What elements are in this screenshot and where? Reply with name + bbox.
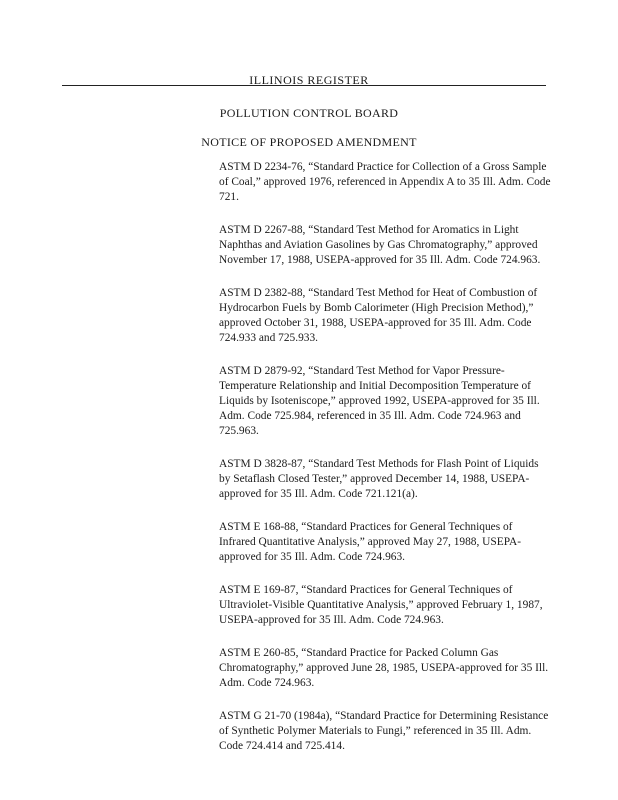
header-rule [62, 85, 546, 86]
reference-item: ASTM D 3828-87, “Standard Test Methods for Flash Point of Liquids by Setaflash Closed Tester,” approved December 14, 1988, USEPA-approved for 35 Ill. Adm. Code 721.121(a). [219, 458, 539, 500]
reference-item: ASTM E 169-87, “Standard Practices for General Techniques of Ultraviolet-Visible Quantitative Analysis,” approved February 1, 1987, USEPA-approved for 35 Ill. Adm. Code 724.963. [219, 584, 543, 626]
reference-item: ASTM G 21-70 (1984a), “Standard Practice for Determining Resistance of Synthetic Polymer Materials to Fungi,” referenced in 35 Ill. Adm. Code 724.414 and 725.414. [219, 710, 549, 752]
reference-item: ASTM D 2234-76, “Standard Practice for Collection of a Gross Sample of Coal,” approved 1976, referenced in Appendix A to 35 Ill. Adm. Code 721. [219, 161, 551, 203]
notice-title: NOTICE OF PROPOSED AMENDMENT [201, 135, 417, 149]
register-title: ILLINOIS REGISTER [249, 73, 369, 87]
agency-name: POLLUTION CONTROL BOARD [219, 106, 399, 120]
reference-item: ASTM D 2267-88, “Standard Test Method for Aromatics in Light Naphthas and Aviation Gasolines by Gas Chromatography,” approved November 17, 1988, USEPA-approved for 35 Ill. Adm. Code 724.963. [219, 224, 541, 266]
reference-list [219, 160, 551, 772]
reference-item: ASTM D 2879-92, “Standard Test Method for Vapor Pressure-Temperature Relationship and Initial Decomposition Temperature of Liquids by Isoteniscope,” approved 1992, USEPA-approved for 35 Ill. Adm. Code 725.984, referenced in 35 Ill. Adm. Code 724.963 and 725.963. [219, 365, 540, 437]
reference-item: ASTM D 2382-88, “Standard Test Method for Heat of Combustion of Hydrocarbon Fuels by Bomb Calorimeter (High Precision Method),” approved October 31, 1988, USEPA-approved for 35 Ill. Adm. Code 724.933 and 725.933. [219, 287, 538, 344]
reference-item: ASTM E 260-85, “Standard Practice for Packed Column Gas Chromatography,” approved June 28, 1985, USEPA-approved for 35 Ill. Adm. Code 724.963. [219, 647, 549, 689]
reference-item: ASTM E 168-88, “Standard Practices for General Techniques of Infrared Quantitative Analysis,” approved May 27, 1988, USEPA-approved for 35 Ill. Adm. Code 724.963. [219, 521, 522, 563]
